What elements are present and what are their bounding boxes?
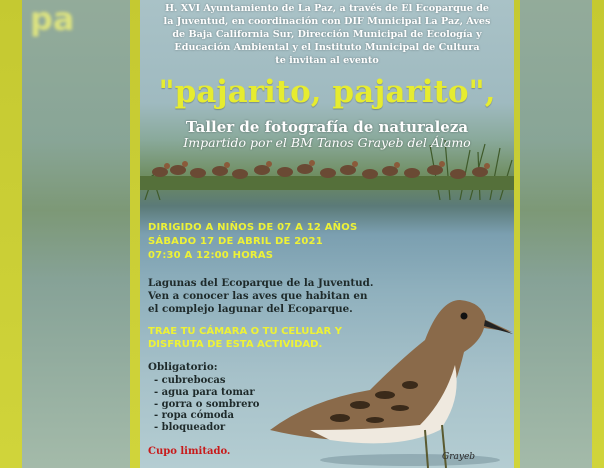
intro-line: Educación Ambiental y el Instituto Municipal de Cultura xyxy=(174,42,480,53)
ghost-title-fragment: pa xyxy=(30,0,75,38)
limited-capacity-note: Cupo limitado. xyxy=(148,446,231,457)
intro-line: te invitan al evento xyxy=(275,55,379,66)
intro-paragraph xyxy=(152,2,502,67)
bring-line: TRAE TU CÁMARA O TU CELULAR Y xyxy=(148,326,342,337)
time-text: 07:30 A 12:00 HORAS xyxy=(148,250,274,261)
intro-line: de Baja California Sur, Dirección Municipal de Ecología y xyxy=(172,29,482,40)
location-paragraph xyxy=(148,277,373,316)
location-line: el complejo lagunar del Ecoparque. xyxy=(148,303,353,315)
required-items-list xyxy=(154,375,259,434)
left-blurred-backdrop xyxy=(0,0,140,468)
bring-camera-note xyxy=(148,325,342,351)
intro-line: la Juventud, en coordinación con DIF Municipal La Paz, Aves xyxy=(163,16,491,27)
event-poster xyxy=(140,0,514,468)
location-line: Lagunas del Ecoparque de la Juventud. xyxy=(148,277,374,289)
photographer-signature: Grayeb xyxy=(442,452,476,462)
left-blur-panel xyxy=(22,0,130,468)
date-text: SÁBADO 17 DE ABRIL DE 2021 xyxy=(148,236,323,247)
right-blur-panel xyxy=(520,0,592,468)
list-item: - agua para tomar xyxy=(154,386,255,398)
event-title: "pajarito, pajarito", xyxy=(158,74,496,110)
bring-line: DISFRUTA DE ESTA ACTIVIDAD. xyxy=(148,339,323,350)
audience-text: DIRIGIDO A NIÑOS DE 07 A 12 AÑOS xyxy=(148,222,358,233)
event-details xyxy=(148,221,357,263)
list-item: - bloqueador xyxy=(154,422,226,434)
location-line: Ven a conocer las aves que habitan en xyxy=(148,290,368,302)
workshop-subtitle: Taller de fotografía de naturaleza xyxy=(185,118,469,136)
required-label: Obligatorio: xyxy=(148,361,218,373)
list-item: - gorra o sombrero xyxy=(154,398,260,410)
list-item: - ropa cómoda xyxy=(154,410,235,422)
instructor-byline: Impartido por el BM Tanos Grayeb del Álamo xyxy=(183,135,471,150)
intro-line: H. XVI Ayuntamiento de La Paz, a través de El Ecoparque de xyxy=(164,3,490,14)
ducks-flock-image xyxy=(140,150,514,190)
right-blurred-backdrop xyxy=(514,0,604,468)
list-item: - cubrebocas xyxy=(154,375,226,386)
